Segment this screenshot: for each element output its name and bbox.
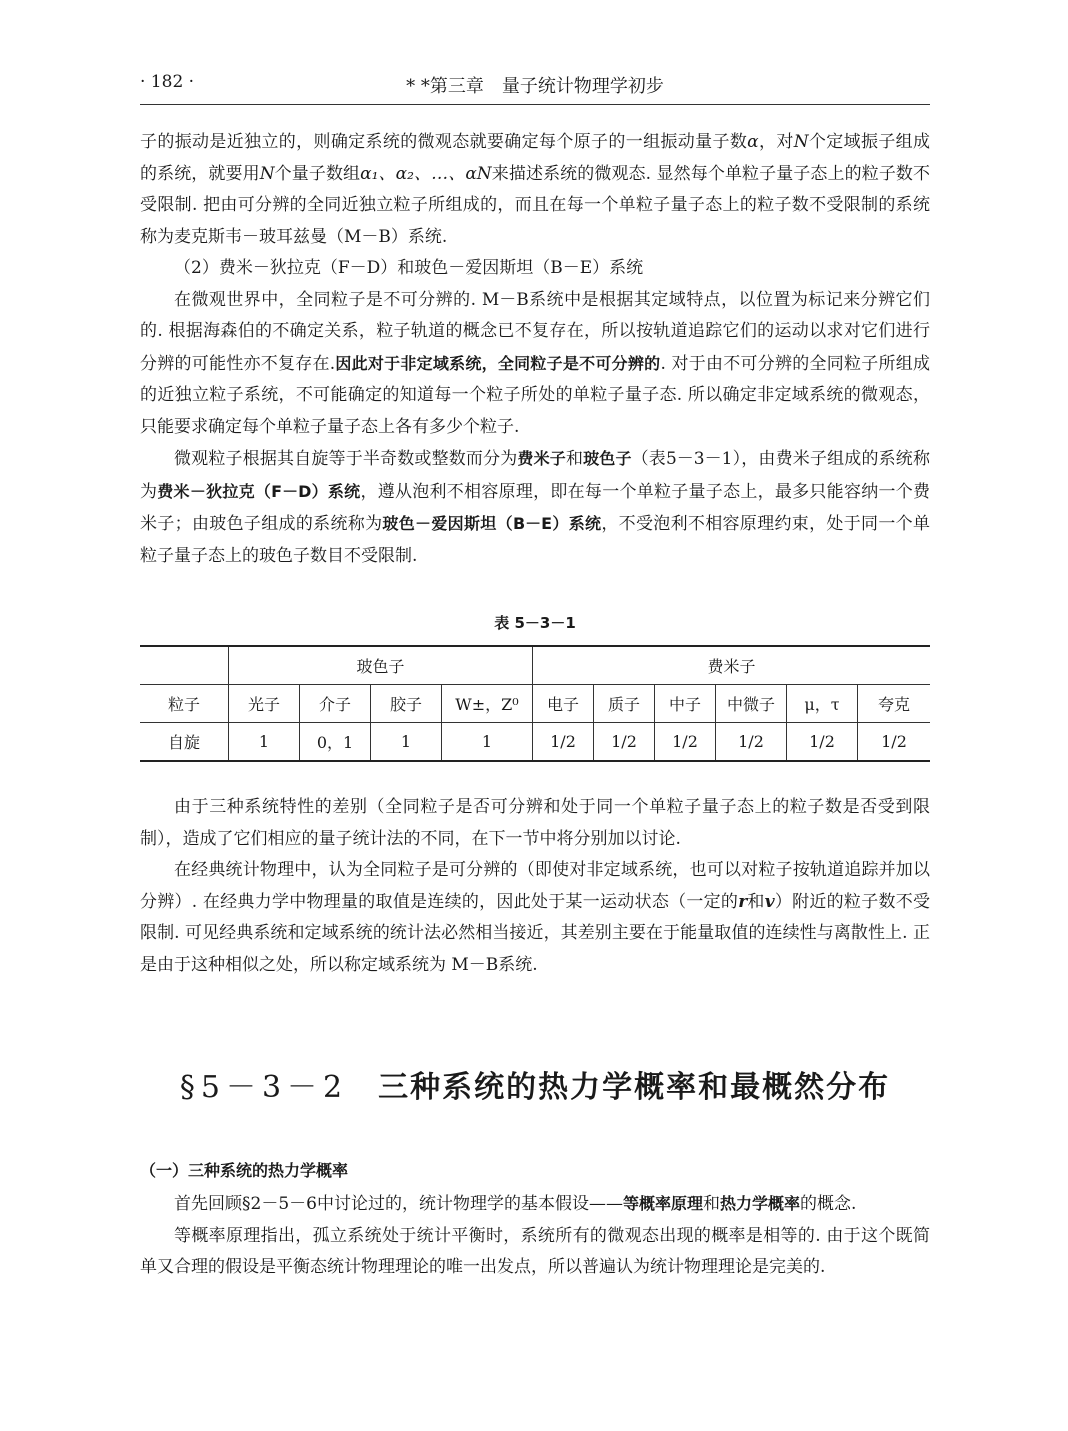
row-label-particle: 粒子 [140,685,229,723]
table-cell: 0，1 [300,723,371,762]
section-heading [140,1062,930,1106]
math-r-vector: r [738,891,748,912]
text-run: ）附近的粒子数不受限制. 可见经典系统和定域系统的统计法必然相当接近，其差别主要在于能量取值的连续性与离散性上. 正是由于这种相似之处，所以称定域系统为 M－B系统. [140,891,931,975]
text-run: 的概念. [799,1194,857,1214]
section-title: 三种系统的热力学概率和最概然分布 [378,1070,891,1105]
text-run: 和 [702,1194,720,1214]
boson-group-header: 玻色子 [229,646,533,685]
table-cell: 中微子 [716,685,787,723]
subsection-heading: （一）三种系统的热力学概率 [140,1161,349,1180]
paragraph [140,1188,930,1221]
bold-term: 费米－狄拉克（F－D）系统 [157,481,361,501]
fermion-group-header: 费米子 [533,646,931,685]
page-number: · 182 · [140,72,195,92]
math-n: N [259,163,275,184]
page-header [140,70,930,102]
table-row [140,723,930,762]
bold-term: 玻色－爱因斯坦（B－E）系统 [382,514,602,533]
table-cell: 1/2 [787,723,858,762]
table-cell: 1/2 [594,723,655,762]
text-run: 首先回顾§2－5－6中讨论过的，统计物理学的基本假设—— [174,1194,623,1214]
table-cell: 1/2 [716,723,787,762]
text-run: 微观粒子根据其自旋等于半奇数或整数而分为 [174,449,518,469]
header-rule [140,104,930,105]
text-block-3 [140,1188,930,1284]
table-cell: μ，τ [787,685,858,723]
text-run: （表5－3－1），由费米子组成的系统称为 [140,449,930,502]
math-n: N [793,132,809,152]
particle-spin-table [140,645,930,762]
section-number: §5－3－2 [179,1070,349,1105]
math-alpha-series: α₁、α₂、…、αN [360,163,492,184]
text-run: ，不受泡利不相容原理约束，处于同一个单粒子量子态上的玻色子数目不受限制. [140,514,930,566]
table-corner-cell [140,646,229,685]
text-run: 个定域振子组成的系统，就要用 [140,132,931,184]
running-title: * *第三章 量子统计物理学初步 [406,76,664,97]
bold-term: 热力学概率 [719,1194,800,1213]
bold-term: 等概率原理 [622,1194,703,1213]
paragraph-heading: （2）费米－狄拉克（F－D）和玻色－爱因斯坦（B－E）系统 [174,258,644,278]
table-cell: 1 [371,723,442,762]
math-v-vector: v [764,891,775,912]
paragraph [140,855,930,981]
table-cell: 光子 [229,685,300,723]
table-caption: 表 5－3－1 [494,614,576,632]
paragraph [140,285,930,444]
text-run: 和 [565,449,584,469]
table-cell: 夸克 [858,685,931,723]
table-cell: W±，Z⁰ [442,685,533,723]
text-run: 来描述系统的微观态. 显然每个单粒子量子态上的粒子数不受限制. 把由可分辨的全同近独立粒子所组成的，而且在每一个单粒子量子态上的粒子数不受限制的系统称为麦克斯韦－玻耳兹曼（M－B）系统. [140,163,931,247]
table-cell: 中子 [655,685,716,723]
text-run: . 对于由不可分辨的全同粒子所组成的近独立粒子系统，不可能确定的知道每一个粒子所处的单粒子量子态. 所以确定非定域系统的微观态，只能要求确定每个单粒子量子态上各有多少个粒子. [140,353,930,437]
text-block-1 [140,127,930,572]
table-cell: 电子 [533,685,594,723]
table-cell: 1/2 [858,723,931,762]
paragraph: 等概率原理指出，孤立系统处于统计平衡时，系统所有的微观态出现的概率是相等的. 由于这个既简单又合理的假设是平衡态统计物理理论的唯一出发点，所以普遍认为统计物理理论是完美的. [140,1225,930,1277]
table-group-row [140,646,930,685]
text-run: 在经典统计物理中，认为全同粒子是可分辨的（即使对非定域系统，也可以对粒子按轨道追踪并加以分辨）. 在经典力学中物理量的取值是连续的，因此处于某一运动状态（一定的 [140,860,930,912]
text-run: ，对 [758,132,794,152]
table-cell: 胶子 [371,685,442,723]
text-run: 在微观世界中，全同粒子是不可分辨的. M－B系统中是根据其定域特点，以位置为标记来分辨它们的. 根据海森伯的不确定关系，粒子轨道的概念已不复存在，所以按轨道追踪它们的运动以求对它们进行分辨的可能性亦不复存在. [140,289,930,374]
table-cell: 1/2 [655,723,716,762]
table-cell: 介子 [300,685,371,723]
table-cell: 1 [442,723,533,762]
table-cell: 1 [229,723,300,762]
math-alpha: α [747,132,759,152]
bold-term: 费米子 [517,449,566,468]
bold-text: 因此对于非定域系统，全同粒子是不可分辨的 [335,353,661,373]
table-cell: 质子 [594,685,655,723]
bold-term: 玻色子 [583,449,632,468]
text-run: 个量子数组 [274,163,361,184]
row-label-spin: 自旋 [140,723,229,762]
text-block-2 [140,792,930,981]
table-cell: 1/2 [533,723,594,762]
table-row [140,685,930,723]
paragraph: 由于三种系统特性的差别（全同粒子是否可分辨和处于同一个单粒子量子态上的粒子数是否受到限制），造成了它们相应的量子统计法的不同，在下一节中将分别加以讨论. [140,797,930,849]
paragraph [140,127,930,253]
text-run: ，遵从泡利不相容原理，即在每一个单粒子量子态上，最多只能容纳一个费米子；由玻色子组成的系统称为 [140,481,931,534]
text-run: 和 [747,891,765,912]
paragraph [140,443,930,572]
text-run: 子的振动是近独立的，则确定系统的微观态就要确定每个原子的一组振动量子数 [140,132,748,152]
